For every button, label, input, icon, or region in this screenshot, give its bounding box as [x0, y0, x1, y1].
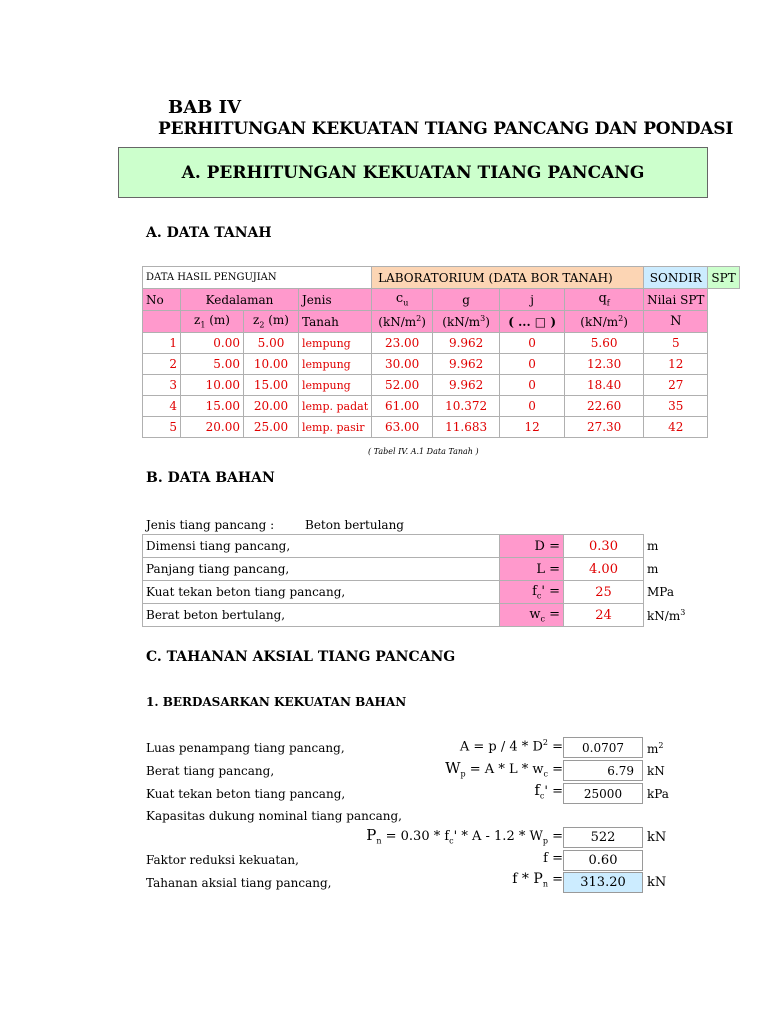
cell-n: 27 [644, 375, 708, 396]
cell-jenis: lempung [299, 333, 372, 354]
cell-cu: 30.00 [372, 354, 433, 375]
faktor-label: Faktor reduksi kekuatan, [146, 853, 299, 867]
luas-value: 0.0707 [582, 740, 624, 755]
tahanan-formula [512, 871, 563, 889]
cu-sub: u [403, 298, 409, 308]
qf-unit: (kN/m [580, 315, 619, 329]
kuat-formula-sub: c [539, 791, 545, 801]
cu-symbol: c [395, 291, 404, 307]
cell-j: 0 [500, 354, 565, 375]
table-header-row-2 [143, 289, 740, 311]
header-cu [372, 289, 433, 311]
bahan-symbol [500, 535, 564, 558]
cell-z2: 20.00 [244, 396, 299, 417]
cell-no: 5 [143, 417, 181, 438]
cell-g: 9.962 [433, 333, 500, 354]
tahanan-value-box [563, 872, 643, 893]
bahan-symbol-tail: = [544, 606, 560, 622]
bahan-value: 4.00 [564, 558, 644, 581]
faktor-value-box [563, 850, 643, 871]
berat-value: 6.79 [607, 763, 634, 778]
table-row [143, 375, 740, 396]
qf-symbol: q [598, 291, 607, 307]
cu-unit-sup: 2 [416, 314, 422, 323]
pn-unit: kN [647, 830, 667, 845]
cell-cu: 23.00 [372, 333, 433, 354]
header-laboratorium-text: LABORATORIUM (DATA BOR TANAH) [378, 270, 613, 285]
pn-formula [366, 826, 563, 846]
jenis-tiang-label: Jenis tiang pancang : [146, 518, 275, 532]
cell-j: 12 [500, 417, 565, 438]
cell-jenis: lempung [299, 354, 372, 375]
header-blank [143, 311, 181, 333]
header-cu-unit [372, 311, 433, 333]
cell-z2: 15.00 [244, 375, 299, 396]
berat-label: Berat tiang pancang, [146, 764, 275, 778]
cell-j: 0 [500, 396, 565, 417]
data-bahan-rows [143, 535, 704, 627]
bahan-symbol [500, 581, 564, 604]
berat-formula-a-sub: p [460, 769, 466, 779]
tahanan-unit: kN [647, 875, 667, 890]
cell-z1: 0.00 [181, 333, 244, 354]
cell-no: 3 [143, 375, 181, 396]
cell-qf: 5.60 [565, 333, 644, 354]
kuat-value-box [563, 783, 643, 804]
berat-formula-b: = A * L * w [465, 762, 544, 777]
table-caption: ( Tabel IV. A.1 Data Tanah ) [368, 447, 479, 456]
cu-unit: (kN/m [378, 315, 417, 329]
cell-jenis: lemp. pasir [299, 417, 372, 438]
bahan-symbol-text: L = [536, 561, 560, 577]
cell-g: 9.962 [433, 354, 500, 375]
luas-formula-sup: 2 [542, 738, 548, 747]
luas-unit-text: m [647, 742, 659, 756]
bahan-unit-sup: 3 [680, 607, 686, 617]
table-row [143, 333, 740, 354]
cell-z2: 10.00 [244, 354, 299, 375]
bahan-symbol [500, 558, 564, 581]
cell-qf: 18.40 [565, 375, 644, 396]
header-nilai-spt: Nilai SPT [644, 289, 708, 311]
header-qf [565, 289, 644, 311]
z1-unit: (m) [205, 313, 230, 328]
table-row [143, 535, 704, 558]
cell-jenis: lemp. padat [299, 396, 372, 417]
bahan-value: 24 [564, 604, 644, 627]
luas-value-box [563, 737, 643, 758]
kapasitas-label: Kapasitas dukung nominal tiang pancang, [146, 809, 402, 823]
pn-formula-end: = [547, 829, 563, 844]
kekuatan-bahan-heading: 1. BERDASARKAN KEKUATAN BAHAN [146, 695, 407, 709]
pn-value: 522 [590, 830, 616, 845]
data-tanah-table [142, 266, 740, 438]
header-z2 [244, 311, 299, 333]
luas-formula-end: = [547, 739, 563, 755]
bahan-value: 25 [564, 581, 644, 604]
chapter-label: BAB IV [168, 97, 242, 118]
bahan-unit-text: m [647, 562, 659, 576]
section-title: A. PERHITUNGAN KEKUATAN TIANG PANCANG [181, 162, 645, 183]
luas-formula [460, 738, 563, 754]
bahan-symbol-text: f [532, 583, 537, 599]
cell-g: 11.683 [433, 417, 500, 438]
cell-z2: 25.00 [244, 417, 299, 438]
cell-cu: 63.00 [372, 417, 433, 438]
cell-z1: 5.00 [181, 354, 244, 375]
berat-formula [445, 759, 563, 779]
pn-formula-b: = 0.30 * f [381, 829, 450, 844]
cell-g: 10.372 [433, 396, 500, 417]
berat-value-box [563, 760, 643, 781]
luas-formula-text: A = p / 4 * D [459, 739, 543, 755]
bahan-unit-text: kN/m [647, 608, 681, 623]
cell-n: 5 [644, 333, 708, 354]
z1-sub: 1 [200, 320, 206, 330]
bahan-symbol [500, 604, 564, 627]
header-j: j [500, 289, 565, 311]
table-row [143, 581, 704, 604]
faktor-formula: f = [543, 851, 563, 866]
berat-unit: kN [647, 764, 665, 778]
pn-value-box [563, 827, 643, 848]
table-header-row-3 [143, 311, 740, 333]
kuat-formula-text: f [534, 781, 540, 799]
kuat-formula-end: ' = [544, 784, 563, 799]
cell-jenis: lempung [299, 375, 372, 396]
tahanan-label: Tahanan aksial tiang pancang, [146, 876, 332, 890]
cell-j: 0 [500, 333, 565, 354]
bahan-unit-text: MPa [647, 585, 674, 599]
table-header-row-1 [143, 267, 740, 289]
faktor-value: 0.60 [588, 853, 618, 868]
header-g: g [433, 289, 500, 311]
g-unit: (kN/m [442, 315, 481, 329]
bahan-unit-text: m [647, 539, 659, 553]
header-no: No [143, 289, 181, 311]
qf-unit-sup: 2 [618, 314, 624, 323]
kuat-label: Kuat tekan beton tiang pancang, [146, 787, 346, 801]
data-bahan-table [142, 534, 704, 627]
bahan-unit [644, 535, 704, 558]
qf-unit-end: ) [623, 315, 628, 329]
bahan-symbol-text: w [529, 606, 541, 622]
header-n: N [644, 311, 708, 333]
kuat-unit: kPa [647, 787, 669, 801]
table-row [143, 604, 704, 627]
berat-formula-a: W [445, 759, 461, 777]
berat-formula-b-sub: c [543, 769, 548, 779]
cell-n: 42 [644, 417, 708, 438]
bahan-symbol-sub: c [536, 591, 542, 601]
z2-sub: 2 [259, 320, 265, 330]
data-tanah-rows [143, 333, 740, 438]
cell-no: 1 [143, 333, 181, 354]
header-jenis: Jenis [299, 289, 372, 311]
cell-z2: 5.00 [244, 333, 299, 354]
berat-formula-end: = [547, 762, 563, 777]
data-tanah-heading: A. DATA TANAH [146, 225, 272, 241]
header-kedalaman: Kedalaman [181, 289, 299, 311]
g-unit-sup: 3 [480, 314, 486, 323]
bahan-symbol-tail: ' = [541, 583, 560, 599]
bahan-symbol-sub: c [540, 614, 545, 624]
section-title-box [118, 147, 708, 198]
header-g-unit [433, 311, 500, 333]
cell-qf: 12.30 [565, 354, 644, 375]
tahanan-value: 313.20 [580, 875, 626, 890]
z2-unit: (m) [264, 313, 289, 328]
z1-symbol: z [194, 313, 201, 328]
bahan-label: Dimensi tiang pancang, [143, 535, 500, 558]
cell-no: 2 [143, 354, 181, 375]
header-tanah: Tanah [299, 311, 372, 333]
header-j-unit: ( ... □ ) [500, 311, 565, 333]
pn-formula-c: ' * A - 1.2 * W [453, 829, 543, 844]
z2-symbol: z [253, 313, 260, 328]
cell-n: 12 [644, 354, 708, 375]
cu-unit-end: ) [421, 315, 426, 329]
tahanan-formula-a: f * P [512, 871, 543, 887]
cell-cu: 61.00 [372, 396, 433, 417]
tahanan-formula-end: = [547, 872, 563, 887]
cell-n: 35 [644, 396, 708, 417]
chapter-title: PERHITUNGAN KEKUATAN TIANG PANCANG DAN PONDASI [158, 119, 734, 139]
tahanan-formula-a-sub: n [542, 879, 548, 889]
table-row [143, 396, 740, 417]
bahan-unit [644, 581, 704, 604]
header-z1 [181, 311, 244, 333]
cell-z1: 15.00 [181, 396, 244, 417]
luas-label: Luas penampang tiang pancang, [146, 741, 345, 755]
bahan-label: Kuat tekan beton tiang pancang, [143, 581, 500, 604]
luas-unit [647, 741, 663, 756]
header-sondir: SONDIR [644, 267, 708, 289]
jenis-tiang-value: Beton bertulang [305, 518, 404, 532]
pn-formula-c-sub: p [542, 836, 548, 846]
cell-cu: 52.00 [372, 375, 433, 396]
header-data-hasil: DATA HASIL PENGUJIAN [143, 267, 372, 289]
tahanan-heading: C. TAHANAN AKSIAL TIANG PANCANG [146, 649, 456, 665]
g-unit-end: ) [485, 315, 490, 329]
cell-no: 4 [143, 396, 181, 417]
cell-z1: 20.00 [181, 417, 244, 438]
data-bahan-heading: B. DATA BAHAN [146, 470, 275, 486]
pn-formula-a: P [366, 826, 377, 844]
header-spt: SPT [708, 267, 739, 289]
header-laboratorium [372, 267, 644, 289]
kuat-formula [534, 781, 563, 801]
table-row [143, 417, 740, 438]
cell-qf: 27.30 [565, 417, 644, 438]
table-row [143, 558, 704, 581]
cell-qf: 22.60 [565, 396, 644, 417]
bahan-symbol-text: D = [534, 538, 560, 554]
luas-unit-sup: 2 [658, 741, 664, 750]
bahan-label: Berat beton bertulang, [143, 604, 500, 627]
cell-j: 0 [500, 375, 565, 396]
cell-z1: 10.00 [181, 375, 244, 396]
kuat-value: 25000 [583, 786, 623, 801]
qf-sub: f [606, 298, 610, 308]
header-qf-unit [565, 311, 644, 333]
bahan-unit [644, 558, 704, 581]
bahan-label: Panjang tiang pancang, [143, 558, 500, 581]
bahan-value: 0.30 [564, 535, 644, 558]
table-row [143, 354, 740, 375]
pn-formula-b-sub: c [449, 836, 454, 846]
cell-g: 9.962 [433, 375, 500, 396]
bahan-unit [644, 604, 704, 627]
pn-formula-a-sub: n [376, 836, 382, 846]
